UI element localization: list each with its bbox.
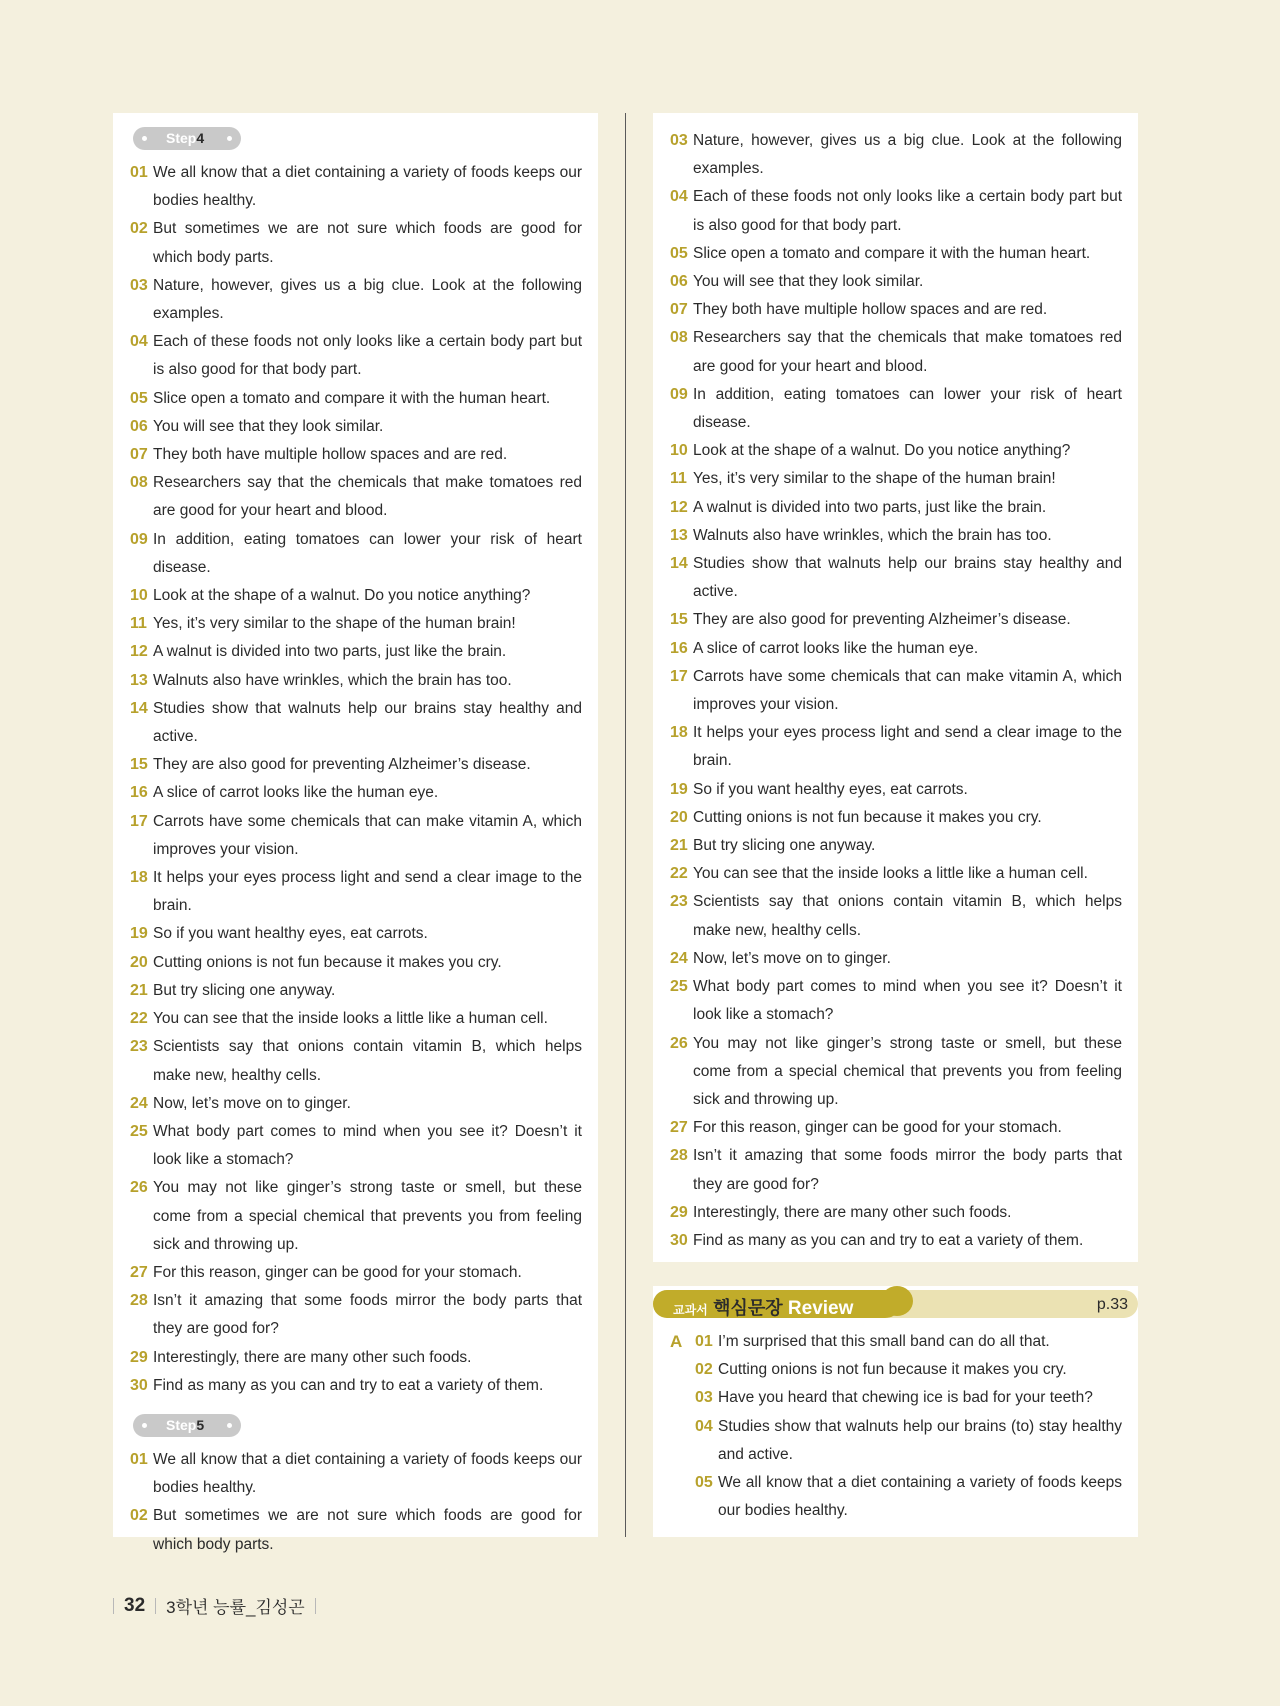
sentence-text: Carrots have some chemicals that can make vitamin A, which improves your vision. <box>693 667 1122 714</box>
sentence-number: 02 <box>130 220 148 238</box>
sentence-row <box>670 719 1122 775</box>
sentence-text: A slice of carrot looks like the human eye. <box>693 639 979 657</box>
sentence-number: 23 <box>130 1038 148 1056</box>
sentence-text: A walnut is divided into two parts, just like the brain. <box>153 643 507 661</box>
sentence-text: Cutting onions is not fun because it makes you cry. <box>153 953 502 971</box>
sentence-number: 25 <box>130 1122 148 1140</box>
sentence-text: Have you heard that chewing ice is bad for your teeth? <box>718 1389 1093 1407</box>
sentence-row <box>670 832 1122 860</box>
sentence-number: 18 <box>670 724 688 742</box>
sentence-row <box>130 1005 582 1033</box>
sentence-row <box>130 469 582 525</box>
sentence-text: Researchers say that the chemicals that make tomatoes red are good for your heart and blood. <box>693 329 1122 375</box>
sentence-number: 17 <box>130 812 148 830</box>
sentence-text: Yes, it’s very similar to the shape of the human brain! <box>153 615 516 633</box>
badge-dot-right <box>227 136 232 141</box>
sentence-number: 24 <box>670 949 688 967</box>
sentence-row <box>130 385 582 413</box>
sentence-row <box>130 1446 582 1502</box>
sentence-number: 16 <box>130 784 148 802</box>
sentence-row <box>695 1384 1122 1412</box>
sentence-row <box>130 1033 582 1089</box>
sentence-row <box>130 1502 582 1558</box>
sentence-row <box>130 441 582 469</box>
sentence-number: 06 <box>670 273 688 291</box>
sentence-text: Carrots have some chemicals that can make vitamin A, which improves your vision. <box>153 812 582 858</box>
sentence-text: But sometimes we are not sure which foods are good for which body parts. <box>153 1507 582 1553</box>
sentence-text: Walnuts also have wrinkles, which the brain has too. <box>693 526 1052 544</box>
sentence-text: They are also good for preventing Alzheimer’s disease. <box>153 756 531 774</box>
sentence-number: 30 <box>130 1376 148 1394</box>
review-title-small: 교과서 <box>673 1303 708 1317</box>
sentence-number: 20 <box>130 953 148 971</box>
sentence-row <box>130 413 582 441</box>
sentence-number: 21 <box>130 981 148 999</box>
sentence-row <box>670 973 1122 1029</box>
sentence-text: What body part comes to mind when you see it? Doesn’t it look like a stomach? <box>153 1122 582 1169</box>
sentence-text: You may not like ginger’s strong taste or smell, but these come from a special chemical that prevents you from feeling sick and throwing up. <box>153 1179 582 1253</box>
sentence-row <box>130 751 582 779</box>
step5-label: Step <box>166 1416 197 1433</box>
sentence-row <box>130 159 582 215</box>
sentence-number: 04 <box>130 333 148 351</box>
sentence-number: 27 <box>130 1263 148 1281</box>
sentence-text: For this reason, ginger can be good for your stomach. <box>153 1263 522 1281</box>
sentence-row <box>130 582 582 610</box>
sentence-text: Cutting onions is not fun because it makes you cry. <box>718 1361 1067 1379</box>
sentence-row <box>670 606 1122 634</box>
sentence-number: 30 <box>670 1231 688 1249</box>
sentence-number: 16 <box>670 639 688 657</box>
sentence-row <box>130 808 582 864</box>
sentence-row <box>130 779 582 807</box>
right-column <box>653 113 1138 1262</box>
sentence-row <box>670 1114 1122 1142</box>
sentence-text: You will see that they look similar. <box>153 417 384 435</box>
sentence-row <box>670 183 1122 239</box>
sentence-text: A walnut is divided into two parts, just like the brain. <box>693 498 1047 516</box>
sentence-row <box>130 1287 582 1343</box>
sentence-row <box>130 864 582 920</box>
sentence-row <box>130 667 582 695</box>
sentence-number: 26 <box>670 1034 688 1052</box>
sentence-row <box>670 1030 1122 1115</box>
sentence-text: You can see that the inside looks a little like a human cell. <box>153 1010 548 1028</box>
review-sentence-list <box>695 1328 1122 1525</box>
sentence-number: 15 <box>130 756 148 774</box>
column-divider <box>625 113 626 1537</box>
sentence-text: It helps your eyes process light and send a clear image to the brain. <box>153 869 582 915</box>
review-header <box>653 1286 1138 1322</box>
sentence-row <box>695 1469 1122 1525</box>
sentence-number: 09 <box>130 530 148 548</box>
sentence-row <box>670 324 1122 380</box>
sentence-row <box>130 1372 582 1400</box>
sentence-row <box>670 494 1122 522</box>
sentence-number: 29 <box>130 1348 148 1366</box>
sentence-row <box>670 240 1122 268</box>
sentence-number: 05 <box>695 1474 713 1492</box>
sentence-number: 15 <box>670 611 688 629</box>
sentence-number: 19 <box>670 780 688 798</box>
sentence-row <box>130 949 582 977</box>
sentence-row <box>670 1227 1122 1255</box>
sentence-text: Studies show that walnuts help our brains stay healthy and active. <box>693 555 1122 601</box>
sentence-text: In addition, eating tomatoes can lower your risk of heart disease. <box>693 385 1122 432</box>
sentence-number: 07 <box>670 301 688 319</box>
sentence-number: 14 <box>130 699 148 717</box>
sentence-row <box>670 860 1122 888</box>
sentence-text: Each of these foods not only looks like a certain body part but is also good for that body part. <box>693 188 1122 234</box>
sentence-row <box>130 215 582 271</box>
sentence-text: But sometimes we are not sure which foods are good for which body parts. <box>153 220 582 266</box>
sentence-text: They are also good for preventing Alzheimer’s disease. <box>693 611 1071 629</box>
page-footer <box>113 1593 326 1618</box>
sentence-text: Look at the shape of a walnut. Do you notice anything? <box>153 587 531 605</box>
sentence-number: 23 <box>670 893 688 911</box>
badge-dot-left <box>142 136 147 141</box>
sentence-row <box>670 804 1122 832</box>
sentence-number: 03 <box>670 132 688 149</box>
sentence-text: I’m surprised that this small band can do all that. <box>718 1333 1050 1350</box>
sentence-number: 11 <box>670 470 687 488</box>
sentence-number: 01 <box>695 1333 713 1350</box>
sentence-number: 08 <box>670 329 688 347</box>
sentence-text: You will see that they look similar. <box>693 273 924 291</box>
sentence-text: Yes, it’s very similar to the shape of the human brain! <box>693 470 1056 488</box>
sentence-number: 20 <box>670 808 688 826</box>
sentence-row <box>130 328 582 384</box>
sentence-number: 26 <box>130 1179 148 1197</box>
sentence-row <box>695 1356 1122 1384</box>
sentence-text: It helps your eyes process light and send a clear image to the brain. <box>693 724 1122 770</box>
sentence-row <box>695 1328 1122 1356</box>
sentence-text: Scientists say that onions contain vitamin B, which helps make new, healthy cells. <box>693 893 1122 939</box>
step4-label: Step <box>166 130 197 146</box>
sentence-number: 12 <box>670 498 688 516</box>
sentence-row <box>670 296 1122 324</box>
sentence-text: Slice open a tomato and compare it with the human heart. <box>693 244 1091 262</box>
sentence-text: Studies show that walnuts help our brains stay healthy and active. <box>153 699 582 746</box>
sentence-number: 17 <box>670 667 688 685</box>
sentence-number: 10 <box>670 442 688 460</box>
sentence-number: 29 <box>670 1203 688 1221</box>
book-title: 3학년 능률_김성곤 <box>166 1598 305 1617</box>
sentence-text: So if you want healthy eyes, eat carrots. <box>693 780 968 798</box>
sentence-text: Walnuts also have wrinkles, which the brain has too. <box>153 671 512 689</box>
footer-divider <box>315 1598 316 1614</box>
step4-number: 4 <box>196 130 205 146</box>
sentence-number: 18 <box>130 869 148 887</box>
footer-divider <box>155 1598 156 1614</box>
review-section-letter: A <box>670 1332 683 1351</box>
sentence-text: We all know that a diet containing a variety of foods keeps our bodies healthy. <box>718 1474 1122 1520</box>
sentence-text: We all know that a diet containing a variety of foods keeps our bodies healthy. <box>153 164 582 210</box>
sentence-row <box>130 1259 582 1287</box>
sentence-row <box>130 977 582 1005</box>
review-header-bubble <box>881 1286 913 1316</box>
review-title <box>673 1294 853 1320</box>
step5-sentence-list <box>130 1446 582 1559</box>
sentence-row <box>670 1142 1122 1198</box>
sentence-row <box>670 381 1122 437</box>
sentence-number: 28 <box>670 1147 688 1165</box>
sentence-number: 22 <box>130 1010 148 1028</box>
sentence-row <box>130 920 582 948</box>
sentence-row <box>670 550 1122 606</box>
sentence-row <box>130 526 582 582</box>
sentence-text: You may not like ginger’s strong taste or smell, but these come from a special chemical that prevents you from feeling sick and throwing up. <box>693 1034 1122 1108</box>
sentence-row <box>670 465 1122 493</box>
sentence-row <box>670 522 1122 550</box>
step4-sentence-list <box>130 159 582 1400</box>
sentence-number: 02 <box>695 1361 713 1379</box>
sentence-row <box>130 1344 582 1372</box>
sentence-number: 11 <box>130 615 147 633</box>
sentence-number: 13 <box>130 671 148 689</box>
sentence-text: Find as many as you can and try to eat a variety of them. <box>693 1231 1084 1249</box>
sentence-number: 21 <box>670 837 688 855</box>
sentence-number: 25 <box>670 978 688 996</box>
sentence-text: They both have multiple hollow spaces and are red. <box>153 446 508 464</box>
sentence-number: 06 <box>130 417 148 435</box>
sentence-row <box>670 945 1122 973</box>
sentence-text: Slice open a tomato and compare it with the human heart. <box>153 389 551 407</box>
sentence-number: 24 <box>130 1094 148 1112</box>
review-title-keyword: 핵심문장 <box>713 1298 783 1318</box>
review-page-ref: p.33 <box>1096 1296 1128 1313</box>
sentence-text: Each of these foods not only looks like a certain body part but is also good for that body part. <box>153 333 582 379</box>
sentence-text: Interestingly, there are many other such foods. <box>693 1203 1012 1221</box>
sentence-text: We all know that a diet containing a variety of foods keeps our bodies healthy. <box>153 1450 582 1497</box>
sentence-number: 03 <box>130 276 148 294</box>
sentence-text: In addition, eating tomatoes can lower your risk of heart disease. <box>153 530 582 576</box>
sentence-text: So if you want healthy eyes, eat carrots. <box>153 925 428 943</box>
sentence-text: Cutting onions is not fun because it makes you cry. <box>693 808 1042 826</box>
sentence-number: 08 <box>130 474 148 492</box>
badge-dot-right <box>227 1423 232 1428</box>
sentence-text: What body part comes to mind when you see it? Doesn’t it look like a stomach? <box>693 978 1122 1024</box>
sentence-text: But try slicing one anyway. <box>693 837 876 855</box>
sentence-number: 28 <box>130 1292 148 1310</box>
sentence-text: Interestingly, there are many other such foods. <box>153 1348 472 1366</box>
sentence-row <box>670 268 1122 296</box>
sentence-row <box>670 663 1122 719</box>
sentence-number: 13 <box>670 526 688 544</box>
sentence-text: Now, let’s move on to ginger. <box>693 949 891 967</box>
sentence-row <box>130 1174 582 1259</box>
sentence-number: 04 <box>695 1417 713 1435</box>
sentence-row <box>130 1090 582 1118</box>
sentence-text: Researchers say that the chemicals that make tomatoes red are good for your heart and blood. <box>153 474 582 520</box>
step4-badge-text <box>166 130 204 146</box>
sentence-text: Nature, however, gives us a big clue. Look at the following examples. <box>153 276 582 323</box>
sentence-number: 22 <box>670 865 688 883</box>
sentence-text: Look at the shape of a walnut. Do you notice anything? <box>693 442 1071 460</box>
sentence-text: For this reason, ginger can be good for your stomach. <box>693 1119 1062 1137</box>
sentence-row <box>130 272 582 328</box>
sentence-text: Nature, however, gives us a big clue. Look at the following examples. <box>693 132 1122 178</box>
sentence-text: They both have multiple hollow spaces and are red. <box>693 301 1048 319</box>
sentence-text: Now, let’s move on to ginger. <box>153 1094 351 1112</box>
sentence-row <box>670 127 1122 183</box>
sentence-row <box>670 776 1122 804</box>
sentence-row <box>670 888 1122 944</box>
sentence-number: 10 <box>130 587 148 605</box>
sentence-row <box>670 635 1122 663</box>
sentence-row <box>130 610 582 638</box>
sentence-row <box>130 1118 582 1174</box>
sentence-text: Scientists say that onions contain vitamin B, which helps make new, healthy cells. <box>153 1038 582 1084</box>
step5-number: 5 <box>196 1416 205 1433</box>
step4-badge <box>133 127 241 150</box>
review-title-word: Review <box>787 1298 854 1319</box>
review-section <box>653 1286 1138 1537</box>
sentence-row <box>670 437 1122 465</box>
step5-badge <box>133 1414 241 1437</box>
sentence-number: 01 <box>130 164 148 181</box>
right-sentence-list <box>670 127 1122 1255</box>
sentence-text: Isn’t it amazing that some foods mirror the body parts that they are good for? <box>693 1147 1122 1193</box>
sentence-text: Isn’t it amazing that some foods mirror the body parts that they are good for? <box>153 1292 582 1338</box>
sentence-number: 05 <box>670 244 688 262</box>
sentence-text: You can see that the inside looks a little like a human cell. <box>693 865 1088 883</box>
sentence-row <box>130 695 582 751</box>
left-column <box>113 113 598 1553</box>
sentence-number: 19 <box>130 925 148 943</box>
sentence-text: Studies show that walnuts help our brains (to) stay healthy and active. <box>718 1417 1122 1463</box>
footer-divider <box>113 1598 114 1614</box>
sentence-number: 14 <box>670 555 688 573</box>
sentence-row <box>695 1413 1122 1469</box>
sentence-text: But try slicing one anyway. <box>153 981 336 999</box>
sentence-text: A slice of carrot looks like the human eye. <box>153 784 439 802</box>
sentence-number: 07 <box>130 446 148 464</box>
sentence-number: 02 <box>130 1507 148 1525</box>
sentence-number: 27 <box>670 1119 688 1137</box>
sentence-row <box>670 1199 1122 1227</box>
sentence-number: 12 <box>130 643 148 661</box>
sentence-number: 03 <box>695 1389 713 1407</box>
review-body <box>670 1328 1122 1525</box>
sentence-number: 04 <box>670 188 688 206</box>
badge-dot-left <box>142 1423 147 1428</box>
sentence-number: 05 <box>130 389 148 407</box>
sentence-text: Find as many as you can and try to eat a variety of them. <box>153 1376 544 1394</box>
step5-badge-text <box>166 1417 204 1433</box>
sentence-number: 09 <box>670 385 688 403</box>
sentence-number: 01 <box>130 1450 148 1468</box>
page-number: 32 <box>124 1594 146 1616</box>
sentence-row <box>130 638 582 666</box>
